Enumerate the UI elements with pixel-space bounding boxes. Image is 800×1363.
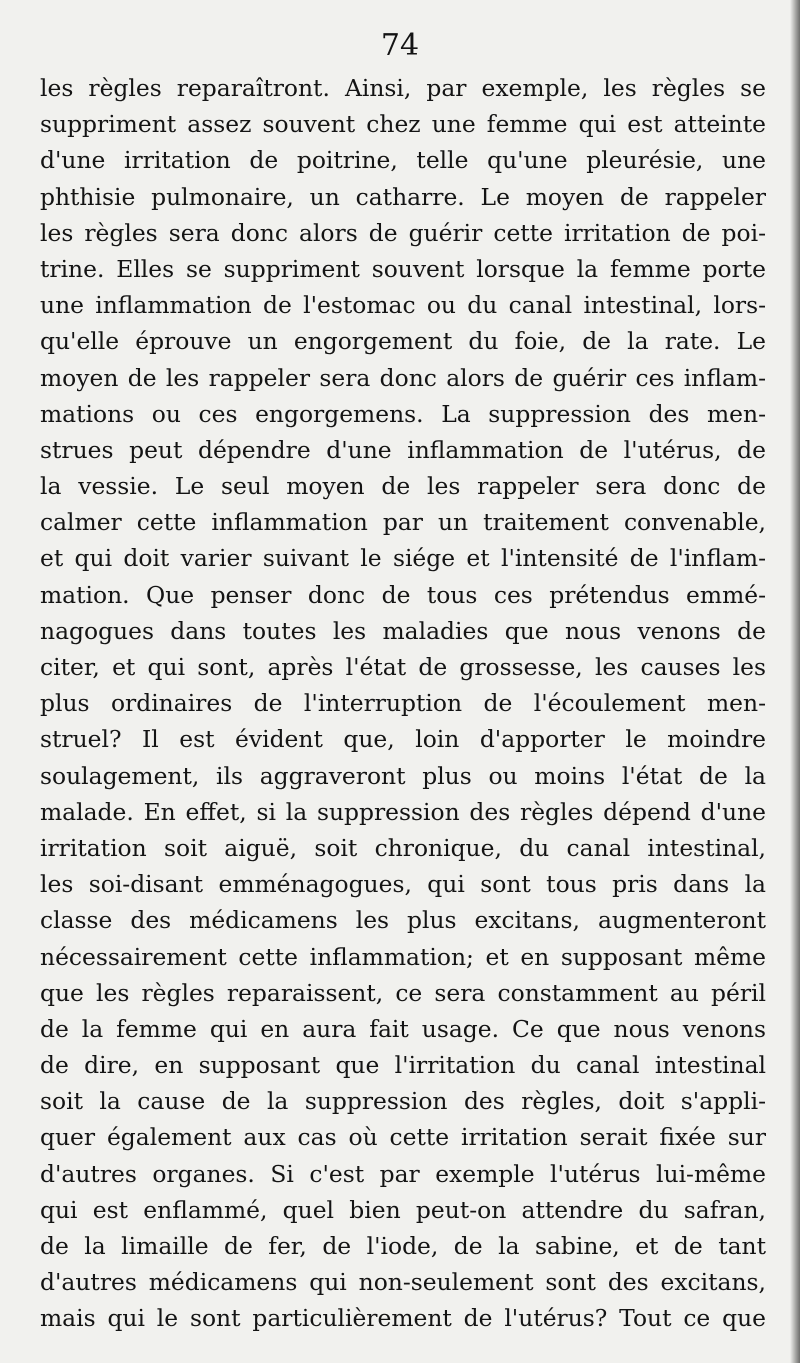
text-line: les soi-disant emménagogues, qui sont tous pris dans la xyxy=(40,870,766,899)
text-line: de dire, en supposant que l'irritation du canal intestinal xyxy=(40,1051,766,1080)
text-line: soulagement, ils aggraveront plus ou moins l'état de la xyxy=(40,761,766,790)
text-line: phthisie pulmonaire, un catharre. Le moyen de rappeler xyxy=(40,182,766,211)
text-line: strues peut dépendre d'une inflammation de l'utérus, de xyxy=(40,435,766,464)
text-line: nagogues dans toutes les maladies que nous venons de xyxy=(40,616,766,645)
text-line: de la limaille de fer, de l'iode, de la sabine, et de tant xyxy=(40,1232,766,1260)
text-line: mais qui le sont particulièrement de l'utérus? Tout ce que xyxy=(40,1304,766,1333)
text-line: et qui doit varier suivant le siége et l'intensité de l'inflam- xyxy=(40,544,766,573)
text-line: de la femme qui en aura fait usage. Ce que nous venons xyxy=(40,1014,766,1043)
text-line: d'autres médicamens qui non-seulement sont des excitans, xyxy=(40,1268,766,1297)
text-line: mations ou ces engorgemens. La suppression des men- xyxy=(40,399,766,428)
text-line: irritation soit aiguë, soit chronique, du canal intestinal, xyxy=(40,833,766,862)
text-line: malade. En effet, si la suppression des règles dépend d'une xyxy=(40,797,766,826)
text-line: trine. Elles se suppriment souvent lorsque la femme porte xyxy=(40,254,766,283)
text-line: nécessairement cette inflammation; et en supposant même xyxy=(40,942,766,971)
text-line: plus ordinaires de l'interruption de l'écoulement men- xyxy=(40,689,766,718)
text-line: les règles sera donc alors de guérir cette irritation de poi- xyxy=(40,218,766,247)
text-line: d'une irritation de poitrine, telle qu'une pleurésie, une xyxy=(40,146,766,175)
text-line: classe des médicamens les plus excitans, augmenteront xyxy=(40,906,766,935)
text-line: moyen de les rappeler sera donc alors de guérir ces inflam- xyxy=(40,363,766,392)
text-line: que les règles reparaissent, ce sera constamment au péril xyxy=(40,978,766,1007)
text-line: qui est enflammé, quel bien peut-on attendre du safran, xyxy=(40,1195,766,1224)
text-line: les règles reparaîtront. Ainsi, par exemple, les règles se xyxy=(40,74,766,102)
text-line: soit la cause de la suppression des règles, doit s'appli- xyxy=(40,1087,766,1116)
text-line: suppriment assez souvent chez une femme qui est atteinte xyxy=(40,110,766,139)
page-number: 74 xyxy=(380,28,420,63)
page-edge-shadow xyxy=(790,0,800,1363)
text-line: calmer cette inflammation par un traitement convenable, xyxy=(40,508,766,537)
text-line: d'autres organes. Si c'est par exemple l'utérus lui-même xyxy=(40,1159,766,1188)
text-line: qu'elle éprouve un engorgement du foie, de la rate. Le xyxy=(40,327,766,356)
text-line: struel? Il est évident que, loin d'apporter le moindre xyxy=(40,725,766,754)
text-line: une inflammation de l'estomac ou du canal intestinal, lors- xyxy=(40,291,766,320)
text-line: mation. Que penser donc de tous ces prétendus emmé- xyxy=(40,580,766,609)
text-line: quer également aux cas où cette irritation serait fixée sur xyxy=(40,1123,766,1152)
text-line: la vessie. Le seul moyen de les rappeler sera donc de xyxy=(40,472,766,501)
body-text xyxy=(40,70,766,1337)
text-line: citer, et qui sont, après l'état de grossesse, les causes les xyxy=(40,653,766,681)
